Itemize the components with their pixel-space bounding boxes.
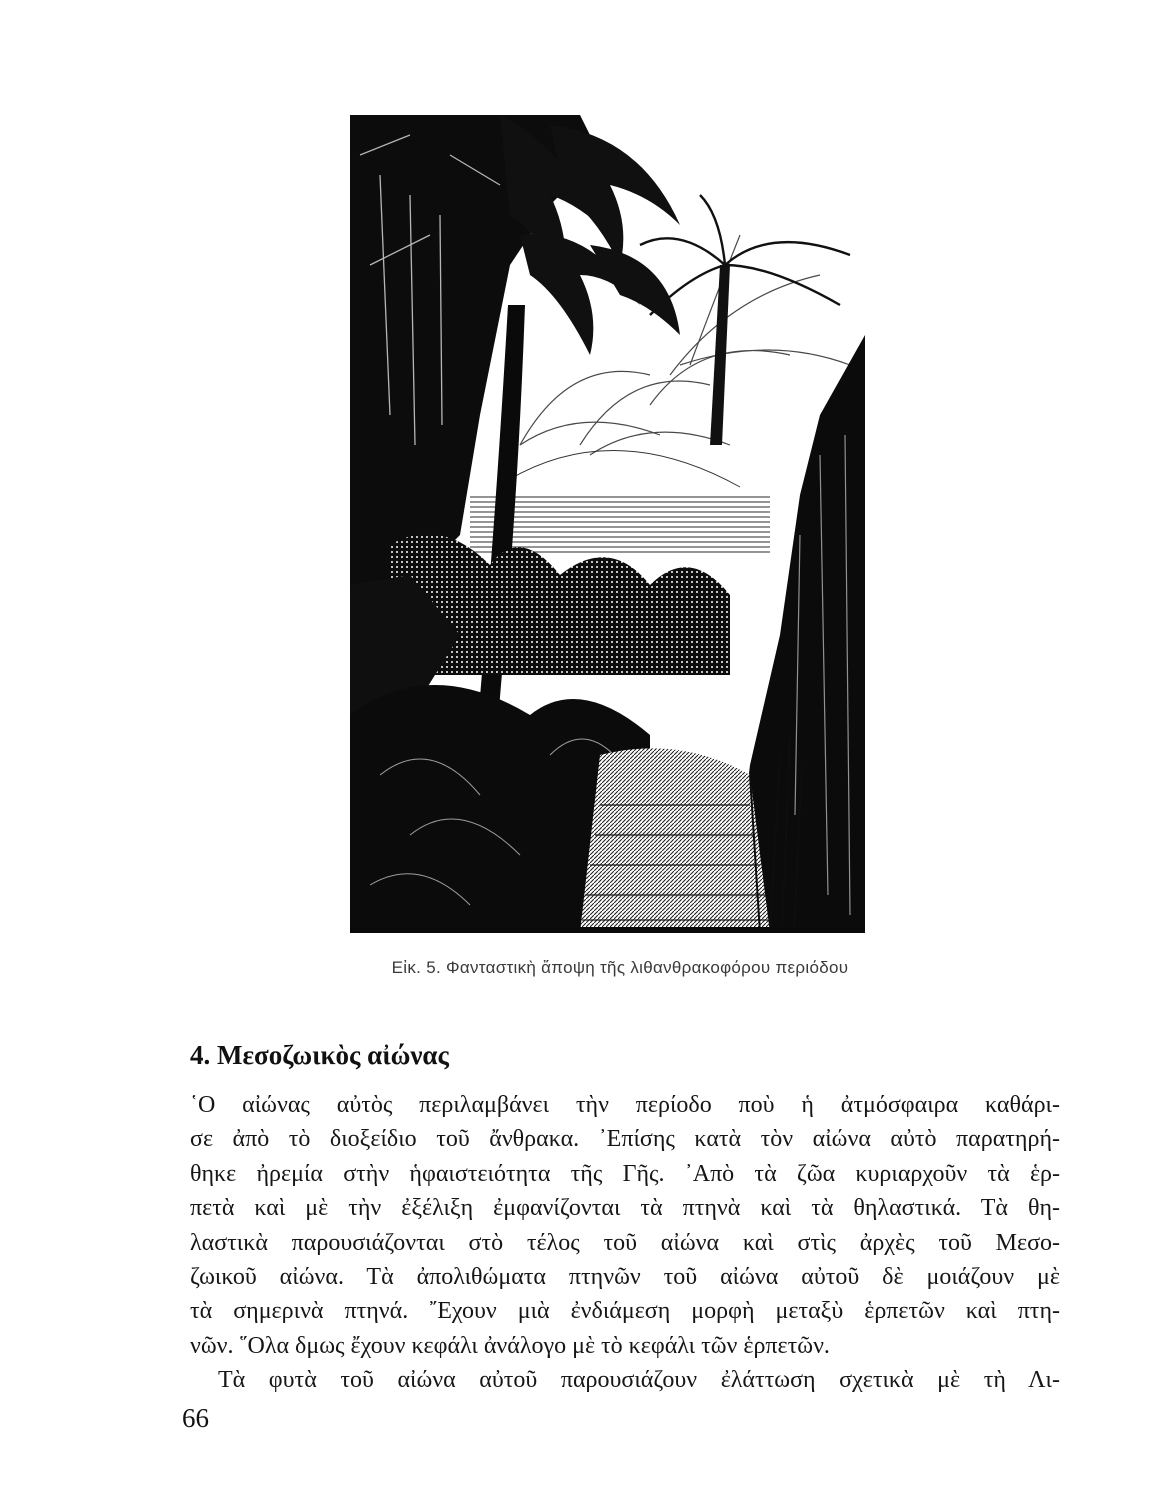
page-number: 66 xyxy=(182,1403,209,1433)
prehistoric-forest-engraving-icon xyxy=(350,115,865,933)
figure-illustration xyxy=(350,115,865,933)
section-heading: 4. Μεσοζωικὸς αἰώνας xyxy=(190,1040,449,1070)
paragraph-1-line: σε ἀπὸ τὸ διοξείδιο τοῦ ἄνθρακα. ᾿Επίσης κατὰ τὸν αἰώνα αὐτὸ παρατηρή- xyxy=(190,1126,1060,1153)
paragraph-1-line: θηκε ἠρεμία στὴν ἡφαιστειότητα τῆς Γῆς. ᾿Απὸ τὰ ζῶα κυριαρχοῦν τὰ ἑρ- xyxy=(190,1160,1060,1187)
paragraph-1-line: πετὰ καὶ μὲ τὴν ἐξέλιξη ἐμφανίζονται τὰ πτηνὰ καὶ τὰ θηλαστικά. Τὰ θη- xyxy=(190,1195,1060,1222)
paragraph-2-line: Τὰ φυτὰ τοῦ αἰώνα αὐτοῦ παρουσιάζουν ἐλάττωση σχετικὰ μὲ τὴ Λι- xyxy=(218,1367,1060,1394)
figure-caption: Εἰκ. 5. Φανταστικὴ ἄποψη τῆς λιθανθρακοφόρου περιόδου xyxy=(391,958,849,977)
paragraph-1-line: ζωικοῦ αἰώνα. Τὰ ἀπολιθώματα πτηνῶν τοῦ αἰώνα αὐτοῦ δὲ μοιάζουν μὲ xyxy=(190,1264,1060,1291)
paragraph-1-line: τὰ σημερινὰ πτηνά. ῎Εχουν μιὰ ἐνδιάμεση μορφὴ μεταξὺ ἑρπετῶν καὶ πτη- xyxy=(190,1298,1060,1325)
paragraph-1-line: νῶν. ῞Ολα δμως ἔχουν κεφάλι ἀνάλογο μὲ τὸ κεφάλι τῶν ἑρπετῶν. xyxy=(190,1332,830,1359)
paragraph-1-line: ῾Ο αἰώνας αὐτὸς περιλαμβάνει τὴν περίοδο ποὺ ἡ ἀτμόσφαιρα καθάρι- xyxy=(190,1092,1060,1118)
section-body xyxy=(190,1088,1060,1398)
paragraph-1-line: λαστικὰ παρουσιάζονται στὸ τέλος τοῦ αἰώνα καὶ στὶς ἀρχὲς τοῦ Μεσο- xyxy=(190,1229,1060,1256)
